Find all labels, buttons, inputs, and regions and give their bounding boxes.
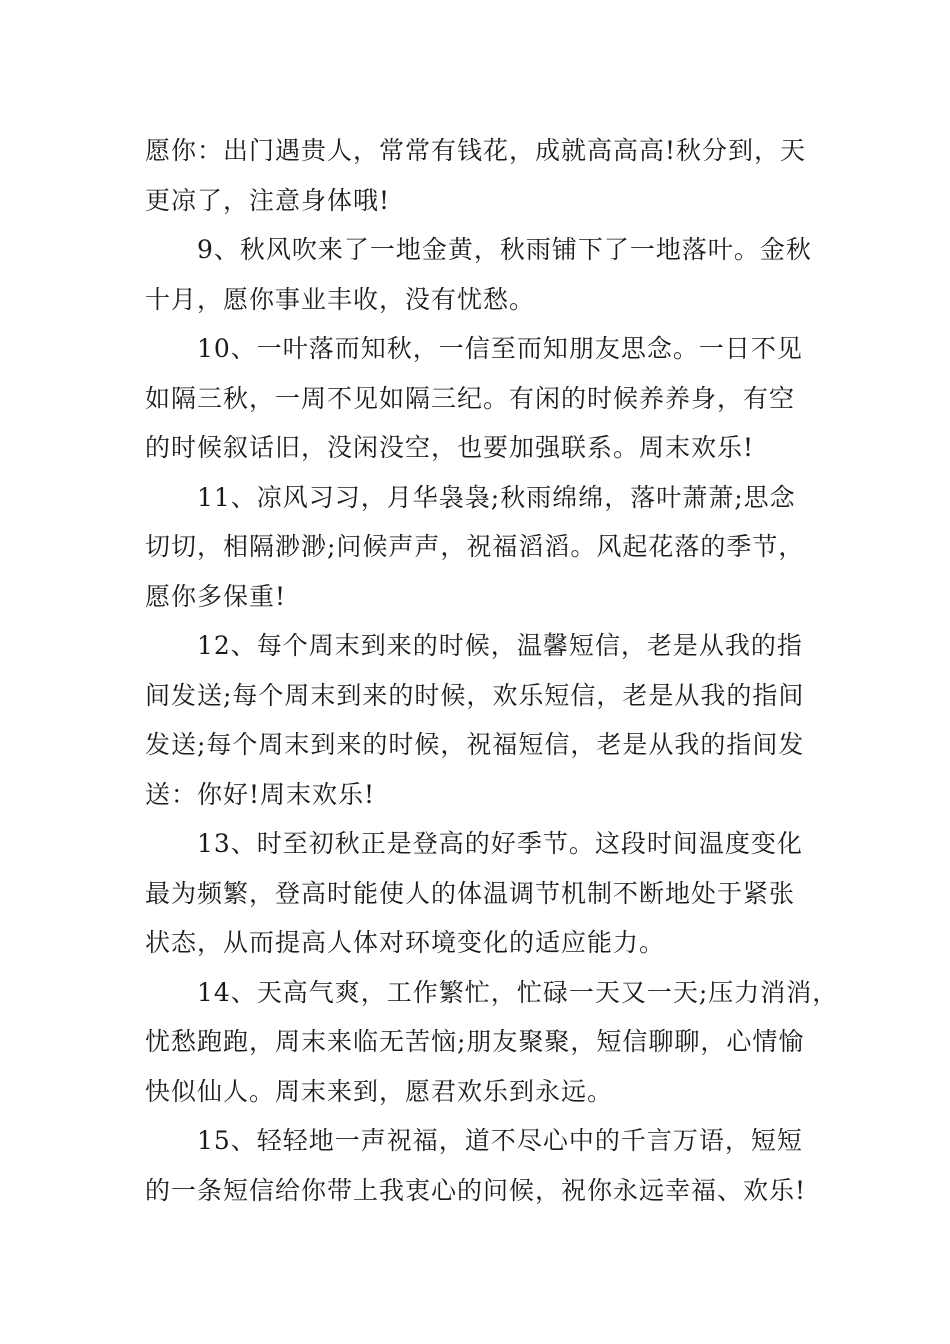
- paragraph-9-start: 9、秋风吹来了一地金黄，秋雨铺下了一地落叶。金秋: [197, 235, 812, 264]
- text-line: 愿你多保重!: [145, 581, 287, 611]
- paragraph-12-start: 12、每个周末到来的时候，温馨短信，老是从我的指: [197, 631, 803, 660]
- document-body: [145, 126, 839, 1215]
- text-line: 的一条短信给你带上我衷心的问候，祝你永远幸福、欢乐!: [145, 1175, 807, 1205]
- text-line: 状态，从而提高人体对环境变化的适应能力。: [145, 928, 666, 957]
- text-line: 如隔三秋，一周不见如隔三纪。有闲的时候养养身，有空: [145, 383, 796, 413]
- text-line: 最为频繁，登高时能使人的体温调节机制不断地处于紧张: [145, 878, 796, 908]
- paragraph-10-start: 10、一叶落而知秋，一信至而知朋友思念。一日不见: [197, 334, 803, 363]
- text-line: 更凉了，注意身体哦!: [145, 185, 391, 215]
- text-line: 送：你好!周末欢乐!: [145, 779, 376, 809]
- paragraph-15-start: 15、轻轻地一声祝福，道不尽心中的千言万语，短短: [197, 1126, 803, 1155]
- text-line: 愿你：出门遇贵人，常常有钱花，成就高高高!秋分到，天: [145, 136, 807, 165]
- paragraph-14-start: 14、天高气爽，工作繁忙，忙碌一天又一天;压力消消，: [197, 977, 839, 1007]
- text-line: 发送;每个周末到来的时候，祝福短信，老是从我的指间发: [145, 730, 805, 759]
- text-line: 十月，愿你事业丰收，没有忧愁。: [145, 284, 536, 314]
- text-line: 忧愁跑跑，周末来临无苦恼;朋友聚聚，短信聊聊，心情愉: [145, 1027, 805, 1056]
- text-line: 切切，相隔渺渺;问候声声，祝福滔滔。风起花落的季节，: [145, 532, 805, 561]
- text-line: 的时候叙话旧，没闲没空，也要加强联系。周末欢乐!: [145, 433, 755, 462]
- paragraph-11-start: 11、凉风习习，月华袅袅;秋雨绵绵，落叶萧萧;思念: [197, 482, 796, 512]
- text-line: 间发送;每个周末到来的时候，欢乐短信，老是从我的指间: [145, 680, 805, 710]
- text-line: 快似仙人。周末来到，愿君欢乐到永远。: [145, 1076, 614, 1106]
- paragraph-13-start: 13、时至初秋正是登高的好季节。这段时间温度变化: [197, 829, 803, 858]
